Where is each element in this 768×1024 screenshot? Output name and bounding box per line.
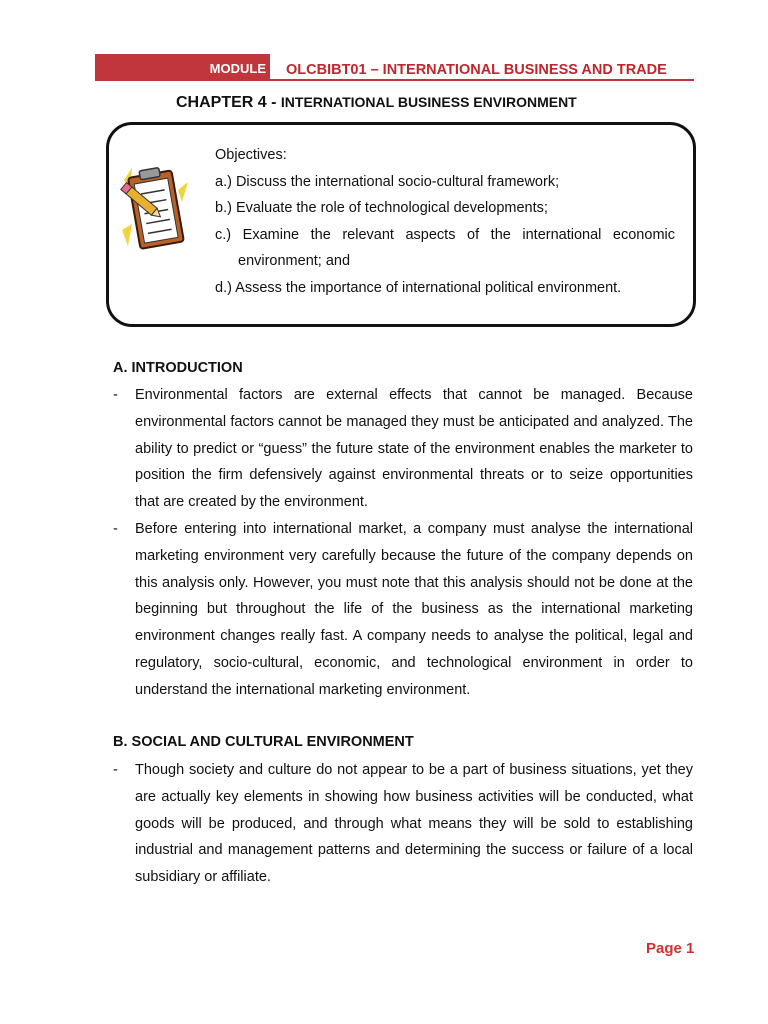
bullet-dash: - [113, 762, 118, 778]
paragraph [113, 382, 693, 516]
objectives-heading: Objectives: [215, 147, 287, 163]
bullet-dash: - [113, 387, 118, 403]
objective-item: a.) Discuss the international socio-cultural framework; [215, 173, 560, 190]
objectives-list [215, 142, 675, 301]
paragraph-text: Environmental factors are external effects that cannot be managed. Because environmental factors cannot be managed they must be anticipated and analyzed. The ability to predict or “guess” the future state of the environment enables the marketer to position the firm defensively against environmental threats or to seize opportunities that are created by the environment. [135, 387, 693, 511]
bullet-dash: - [113, 521, 118, 537]
chapter-subtitle: INTERNATIONAL BUSINESS ENVIRONMENT [280, 94, 577, 110]
paragraph [113, 757, 693, 891]
course-title: OLCBIBT01 – INTERNATIONAL BUSINESS AND TRADE [286, 62, 667, 78]
chapter-number: CHAPTER 4 - [176, 94, 277, 111]
objective-item: d.) Assess the importance of international political environment. [215, 279, 622, 296]
paragraph-text: Though society and culture do not appear to be a part of business situations, yet they are actually key elements in showing how business activities will be conducted, what goods will be produced, and through what means they will be sold to establishing industrial and management patterns and determining the success or failure of a local subsidiary or affiliate. [135, 762, 693, 886]
objective-item: b.) Evaluate the role of technological developments; [215, 200, 548, 216]
page-number: Page 1 [646, 940, 695, 957]
chapter-title [176, 94, 577, 112]
header-rule [270, 79, 694, 81]
objective-item-continued: environment; and [238, 253, 351, 269]
paragraph [113, 516, 693, 704]
section-heading-social-cultural: B. SOCIAL AND CULTURAL ENVIRONMENT [113, 734, 414, 750]
section-heading-introduction: A. INTRODUCTION [113, 360, 243, 376]
clipboard-checklist-icon [118, 160, 190, 256]
objective-item: c.) Examine the relevant aspects of the international economic [215, 226, 675, 243]
paragraph-text: Before entering into international market, a company must analyse the international marketing environment very carefully because the future of the company depends on this analysis only. However, you must note that this analysis should not be done at the beginning but throughout the life of the business as the international marketing environment changes really fast. A company needs to analyse the political, legal and regulatory, socio-cultural, economic, and technological environment in order to understand the international marketing environment. [135, 521, 693, 698]
module-label: MODULE [95, 54, 270, 81]
